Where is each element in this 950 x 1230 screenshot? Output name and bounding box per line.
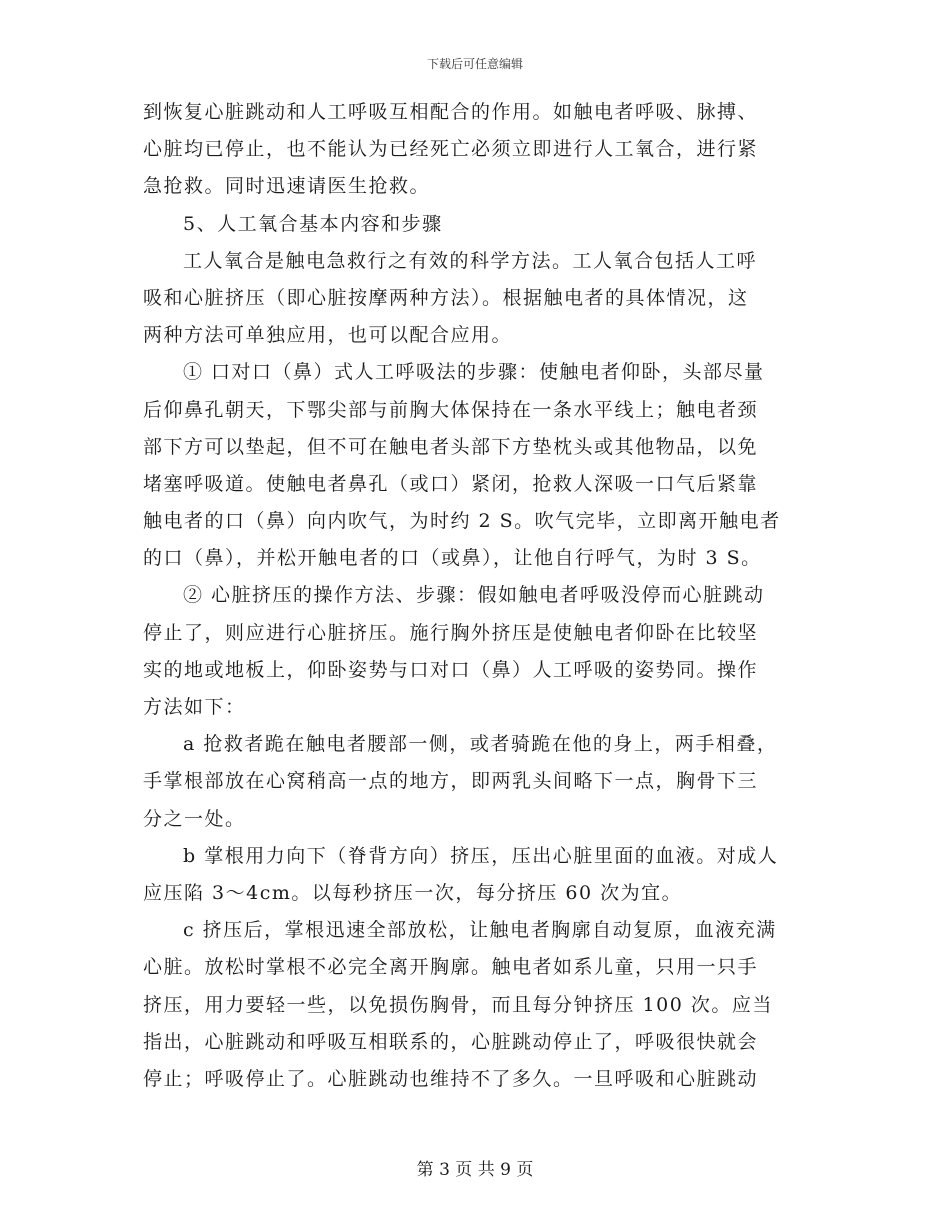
text-line: ② 心脏挤压的操作方法、步骤：假如触电者呼吸没停而心脏跳动	[183, 584, 765, 607]
text-line: 部下方可以垫起，但不可在触电者头部下方垫枕头或其他物品，以免	[143, 435, 759, 458]
text-line: 指出，心脏跳动和呼吸互相联系的，心脏跳动停止了，呼吸很快就会	[143, 1030, 759, 1053]
text-line: 堵塞呼吸道。使触电者鼻孔（或口）紧闭，抢救人深吸一口气后紧靠	[143, 472, 759, 495]
page-header: 下载后可任意编辑	[426, 57, 523, 71]
text-line: a 抢救者跪在触电者腰部一侧，或者骑跪在他的身上，两手相叠，	[183, 733, 778, 756]
text-line: 挤压，用力要轻一些，以免损伤胸骨，而且每分钟挤压 100 次。应当	[143, 993, 773, 1016]
text-line: 吸和心脏挤压（即心脏按摩两种方法）。根据触电者的具体情况，这	[143, 286, 749, 309]
text-line: b 掌根用力向下（脊背方向）挤压，压出心脏里面的血液。对成人	[183, 844, 779, 867]
text-line: 停止了，则应进行心脏挤压。施行胸外挤压是使触电者仰卧在比较坚	[143, 621, 759, 644]
text-line: 实的地或地板上，仰卧姿势与口对口（鼻）人工呼吸的姿势同。操作	[143, 658, 759, 681]
text-line: 应压陷 3～4cm。以每秒挤压一次，每分挤压 60 次为宜。	[143, 881, 683, 904]
text-line: 分之一处。	[143, 807, 246, 830]
text-line: 后仰鼻孔朝天，下鄂尖部与前胸大体保持在一条水平线上；触电者颈	[143, 398, 759, 421]
text-line: 停止；呼吸停止了。心脏跳动也维持不了多久。一旦呼吸和心脏跳动	[143, 1067, 759, 1090]
text-line: ① 口对口（鼻）式人工呼吸法的步骤：使触电者仰卧，头部尽量	[183, 361, 765, 384]
text-line: c 挤压后，掌根迅速全部放松，让触电者胸廓自动复原，血液充满	[183, 919, 777, 942]
page-footer: 第 3 页 共 9 页	[416, 1160, 534, 1180]
text-line: 工人氧合是触电急救行之有效的科学方法。工人氧合包括人工呼	[183, 249, 758, 272]
section-heading: 5、人工氧合基本内容和步骤	[183, 212, 443, 235]
text-line: 的口（鼻），并松开触电者的口（或鼻），让他自行呼气，为时 3 S。	[143, 547, 762, 570]
text-line: 到恢复心脏跳动和人工呼吸互相配合的作用。如触电者呼吸、脉搏、	[143, 101, 759, 123]
text-line: 两种方法可单独应用，也可以配合应用。	[143, 324, 513, 347]
text-line: 手掌根部放在心窝稍高一点的地方，即两乳头间略下一点，胸骨下三	[143, 770, 759, 793]
text-line: 心脏均已停止，也不能认为已经死亡必须立即进行人工氧合，进行紧	[143, 138, 759, 161]
document-body	[143, 94, 813, 1098]
text-line: 方法如下：	[143, 696, 246, 718]
text-line: 急抢救。同时迅速请医生抢救。	[143, 175, 431, 198]
text-line: 心脏。放松时掌根不必完全离开胸廓。触电者如系儿童，只用一只手	[143, 956, 759, 979]
text-line: 触电者的口（鼻）向内吹气，为时约 2 S。吹气完毕，立即离开触电者	[143, 510, 781, 533]
